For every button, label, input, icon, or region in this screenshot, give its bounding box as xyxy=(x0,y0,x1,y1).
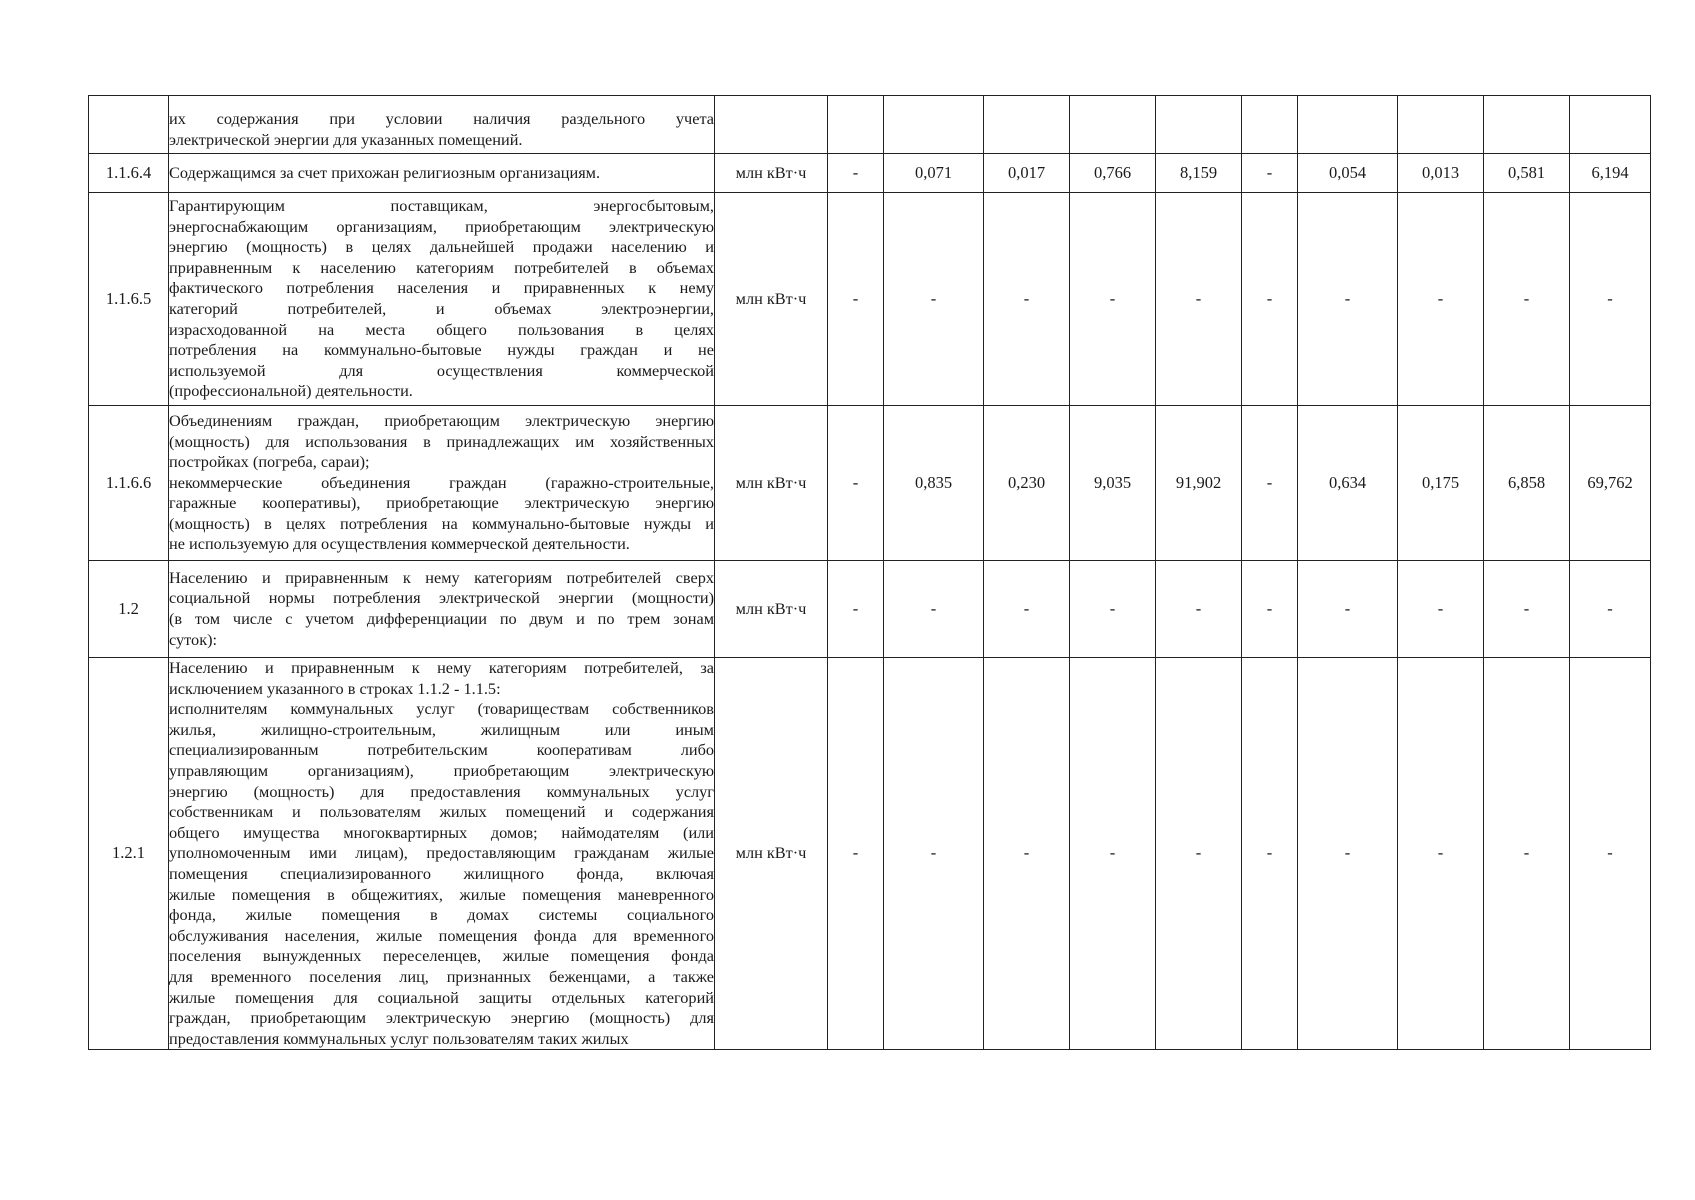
description-line: не используемую для осуществления коммерческой деятельности. xyxy=(169,534,630,554)
value-cell xyxy=(1070,96,1156,154)
description-line: гаражные кооперативы), приобретающие электрическую энергию xyxy=(169,493,714,513)
description-line: управляющим организациям), приобретающим электрическую xyxy=(169,760,714,780)
row-number-cell: 1.2.1 xyxy=(89,658,169,1050)
description-line: (мощность) для использования в принадлежащих им хозяйственных xyxy=(169,431,714,451)
description-line: электрической энергии для указанных помещений. xyxy=(169,129,523,149)
description-line: граждан, приобретающим электрическую энергию (мощность) для xyxy=(169,1008,714,1028)
value-cell: - xyxy=(828,406,884,561)
value-cell xyxy=(1156,96,1242,154)
value-cell: - xyxy=(1484,193,1570,406)
description-line: общего имущества многоквартирных домов; наймодателям (или xyxy=(169,822,714,842)
description-line: постройках (погреба, сараи); xyxy=(169,452,370,472)
value-cell: - xyxy=(1242,193,1298,406)
value-cell: - xyxy=(1070,658,1156,1050)
table-row xyxy=(89,406,1651,561)
value-cell: 0,071 xyxy=(884,154,984,193)
row-description-cell xyxy=(169,658,715,1050)
description-line: Населению и приравненным к нему категориям потребителей сверх xyxy=(169,567,714,587)
value-cell xyxy=(1398,96,1484,154)
unit-cell: млн кВт·ч xyxy=(715,561,828,658)
value-cell: - xyxy=(1298,193,1398,406)
value-cell: - xyxy=(1156,193,1242,406)
value-cell: 6,858 xyxy=(1484,406,1570,561)
value-cell: - xyxy=(828,154,884,193)
value-cell: - xyxy=(828,561,884,658)
value-cell: - xyxy=(1156,658,1242,1050)
value-cell: - xyxy=(1484,561,1570,658)
row-description-cell xyxy=(169,96,715,154)
value-cell: - xyxy=(1570,658,1651,1050)
description-line: собственникам и пользователям жилых помещений и содержания xyxy=(169,802,714,822)
value-cell: - xyxy=(1570,193,1651,406)
value-cell: 0,634 xyxy=(1298,406,1398,561)
description-line: (профессиональной) деятельности. xyxy=(169,381,413,401)
description-line: энергию (мощность) в целях дальнейшей продажи населению и xyxy=(169,237,714,257)
description-line: используемой для осуществления коммерческой xyxy=(169,360,714,380)
value-cell: - xyxy=(1398,193,1484,406)
description-line: для временного поселения лиц, признанных беженцами, а также xyxy=(169,966,714,986)
value-cell: - xyxy=(1570,561,1651,658)
description-line: фонда, жилые помещения в домах системы социального xyxy=(169,905,714,925)
description-line: помещения специализированного жилищного фонда, включая xyxy=(169,863,714,883)
value-cell: 0,766 xyxy=(1070,154,1156,193)
description-line: социальной нормы потребления электрической энергии (мощности) xyxy=(169,588,714,608)
description-line: некоммерческие объединения граждан (гаражно-строительные, xyxy=(169,472,714,492)
value-cell: - xyxy=(1242,658,1298,1050)
unit-cell: млн кВт·ч xyxy=(715,406,828,561)
value-cell xyxy=(1242,96,1298,154)
value-cell xyxy=(884,96,984,154)
description-line: суток): xyxy=(169,629,218,649)
description-line: уполномоченным ими лицам), предоставляющим гражданам жилые xyxy=(169,843,714,863)
description-line: приравненным к населению категориям потребителей в объемах xyxy=(169,257,714,277)
row-description-cell xyxy=(169,406,715,561)
value-cell: 0,054 xyxy=(1298,154,1398,193)
description-line: энергию (мощность) для предоставления коммунальных услуг xyxy=(169,781,714,801)
description-line: предоставления коммунальных услуг пользователям таких жилых xyxy=(169,1028,629,1048)
unit-cell: млн кВт·ч xyxy=(715,154,828,193)
description-line: обслуживания населения, жилые помещения фонда для временного xyxy=(169,925,714,945)
value-cell: - xyxy=(984,561,1070,658)
row-number-cell xyxy=(89,96,169,154)
description-line: Населению и приравненным к нему категориям потребителей, за xyxy=(169,658,714,677)
table-row xyxy=(89,561,1651,658)
description-line: Объединениям граждан, приобретающим электрическую энергию xyxy=(169,410,714,430)
tariff-volume-table xyxy=(88,95,1651,1050)
table-row xyxy=(89,193,1651,406)
description-line: категорий потребителей, и объемах электроэнергии, xyxy=(169,299,714,318)
value-cell: - xyxy=(1156,561,1242,658)
value-cell: - xyxy=(1242,561,1298,658)
value-cell: 0,581 xyxy=(1484,154,1570,193)
row-number-cell: 1.1.6.4 xyxy=(89,154,169,193)
value-cell: 8,159 xyxy=(1156,154,1242,193)
description-line: фактического потребления населения и приравненных к нему xyxy=(169,278,714,298)
value-cell: - xyxy=(884,193,984,406)
description-line: поселения вынужденных переселенцев, жилые помещения фонда xyxy=(169,946,714,966)
value-cell: - xyxy=(984,193,1070,406)
value-cell: 91,902 xyxy=(1156,406,1242,561)
description-line: (мощность) в целях потребления на коммунально-бытовые нужды и xyxy=(169,513,714,533)
row-description-cell xyxy=(169,193,715,406)
unit-cell: млн кВт·ч xyxy=(715,658,828,1050)
row-description-cell xyxy=(169,154,715,193)
value-cell: - xyxy=(828,193,884,406)
description-line: Гарантирующим поставщикам, энергосбытовым, xyxy=(169,196,714,216)
value-cell: - xyxy=(1242,154,1298,193)
row-description-cell xyxy=(169,561,715,658)
value-cell: - xyxy=(828,658,884,1050)
value-cell: - xyxy=(1398,658,1484,1050)
value-cell: 6,194 xyxy=(1570,154,1651,193)
value-cell xyxy=(1484,96,1570,154)
table-row xyxy=(89,154,1651,193)
table-row xyxy=(89,96,1651,154)
description-line: жилые помещения в общежитиях, жилые помещения маневренного xyxy=(169,884,714,904)
description-line: их содержания при условии наличия раздельного учета xyxy=(169,108,714,128)
row-number-cell: 1.2 xyxy=(89,561,169,658)
table-row xyxy=(89,658,1651,1050)
value-cell: 69,762 xyxy=(1570,406,1651,561)
row-number-cell: 1.1.6.6 xyxy=(89,406,169,561)
description-line: (в том числе с учетом дифференциации по двум и по трем зонам xyxy=(169,609,714,628)
value-cell: - xyxy=(1298,658,1398,1050)
description-line: Содержащимся за счет прихожан религиозным организациям. xyxy=(169,162,601,182)
value-cell: - xyxy=(884,561,984,658)
row-number-cell: 1.1.6.5 xyxy=(89,193,169,406)
value-cell: - xyxy=(1298,561,1398,658)
description-line: исключением указанного в строках 1.1.2 - 1.1.5: xyxy=(169,678,501,698)
description-line: потребления на коммунально-бытовые нужды граждан и не xyxy=(169,340,714,360)
value-cell: - xyxy=(1484,658,1570,1050)
value-cell: 0,230 xyxy=(984,406,1070,561)
value-cell: - xyxy=(1070,193,1156,406)
value-cell: - xyxy=(884,658,984,1050)
unit-cell xyxy=(715,96,828,154)
value-cell: 0,017 xyxy=(984,154,1070,193)
description-line: исполнителям коммунальных услуг (товариществам собственников xyxy=(169,699,714,719)
value-cell xyxy=(1298,96,1398,154)
description-line: специализированным потребительским кооперативам либо xyxy=(169,740,714,760)
value-cell xyxy=(984,96,1070,154)
description-line: жилья, жилищно-строительным, жилищным или иным xyxy=(169,719,714,739)
unit-cell: млн кВт·ч xyxy=(715,193,828,406)
value-cell: 0,835 xyxy=(884,406,984,561)
value-cell: - xyxy=(1242,406,1298,561)
value-cell: - xyxy=(1070,561,1156,658)
value-cell: 9,035 xyxy=(1070,406,1156,561)
description-line: израсходованной на места общего пользования в целях xyxy=(169,319,714,339)
value-cell xyxy=(828,96,884,154)
value-cell: - xyxy=(984,658,1070,1050)
value-cell: - xyxy=(1398,561,1484,658)
value-cell: 0,175 xyxy=(1398,406,1484,561)
value-cell: 0,013 xyxy=(1398,154,1484,193)
value-cell xyxy=(1570,96,1651,154)
description-line: энергоснабжающим организациям, приобретающим электрическую xyxy=(169,216,714,236)
description-line: жилые помещения для социальной защиты отдельных категорий xyxy=(169,987,714,1007)
